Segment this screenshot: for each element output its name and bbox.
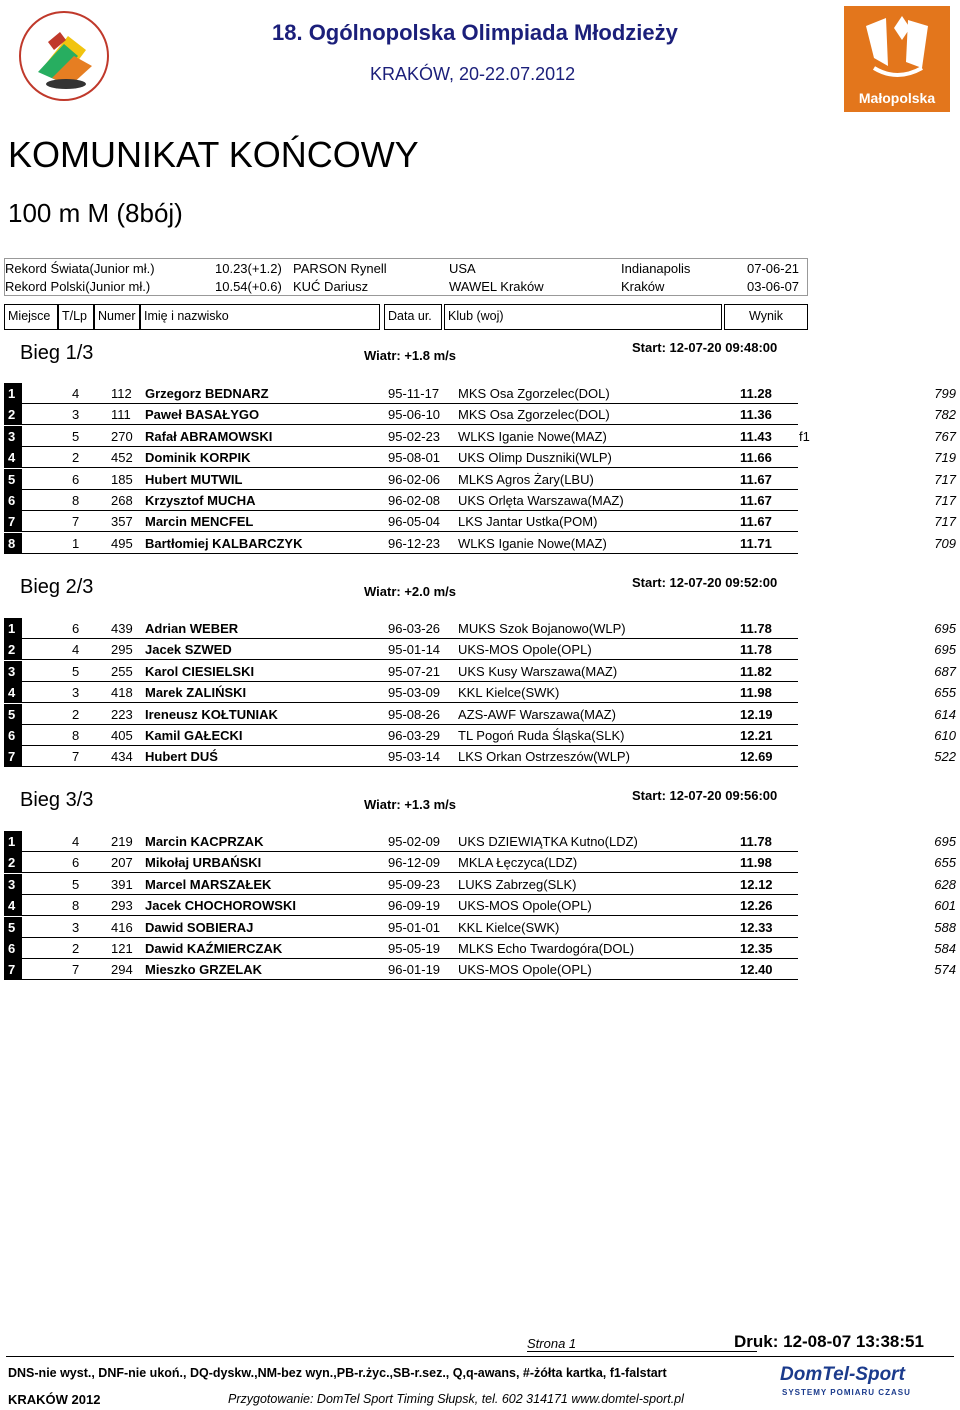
result-time: 12.19: [740, 706, 773, 722]
result-points: 588: [934, 919, 956, 935]
result-lane: 5: [72, 876, 80, 892]
club-name: MLKS Echo Twardogóra(DOL): [458, 941, 635, 956]
result-number: 219: [111, 834, 133, 849]
result-place: 2: [4, 404, 22, 425]
birth-date: 96-01-19: [388, 962, 441, 978]
heat-3-start: Start: 12-07-20 09:56:00: [632, 788, 778, 803]
footer-city: KRAKÓW 2012: [8, 1392, 101, 1407]
birth-date: 95-02-23: [388, 428, 441, 444]
result-lane: 6: [72, 855, 80, 871]
col-header-result: Wynik: [724, 304, 808, 330]
result-points: 614: [934, 706, 956, 722]
result-number: 357: [111, 514, 133, 530]
athlete-name: Hubert DUŚ: [145, 749, 218, 765]
heat-3-title: Bieg 3/3: [20, 789, 94, 811]
record-city: Indianapolis: [621, 261, 691, 276]
result-place: 1: [4, 831, 22, 852]
result-number: 295: [111, 642, 133, 658]
birth-date: 95-08-26: [388, 706, 441, 722]
club-name: MLKS Agros Żary(LBU): [458, 471, 594, 487]
record-result: 10.23(+1.2): [215, 261, 282, 276]
page-number: Strona 1: [527, 1336, 577, 1351]
club-name: UKS-MOS Opole(OPL): [458, 898, 592, 914]
result-points: 628: [934, 876, 956, 892]
result-row: [4, 831, 958, 852]
club-name: UKS DZIEWIĄTKA Kutno(LDZ): [458, 834, 638, 849]
result-place: 4: [4, 895, 22, 916]
club-name: AZS-AWF Warszawa(MAZ): [458, 706, 616, 722]
result-time: 11.98: [740, 685, 772, 701]
result-row: [4, 383, 958, 404]
result-place: 5: [4, 917, 22, 938]
result-time: 12.26: [740, 898, 773, 914]
result-points: 695: [934, 621, 956, 636]
result-place: 6: [4, 938, 22, 959]
heat-3-wind: Wiatr: +1.3 m/s: [364, 797, 457, 812]
birth-date: 96-05-04: [388, 514, 441, 530]
result-number: 121: [111, 941, 133, 956]
result-points: 717: [934, 471, 956, 487]
result-time: 11.78: [740, 834, 772, 849]
col-header-number: Numer: [94, 304, 140, 330]
athlete-name: Mieszko GRZELAK: [145, 962, 263, 978]
document-title: KOMUNIKAT KOŃCOWY: [8, 134, 419, 175]
row-divider: [4, 766, 798, 767]
event-name: 100 m M (8bój): [8, 198, 183, 228]
result-row: [4, 917, 958, 938]
result-place: 5: [4, 469, 22, 490]
result-points: 584: [934, 941, 956, 956]
result-number: 111: [111, 407, 131, 423]
result-row: [4, 511, 958, 532]
result-points: 717: [934, 514, 956, 530]
athlete-name: Marek ZALIŃSKI: [145, 685, 247, 701]
result-row: [4, 938, 958, 959]
result-time: 12.69: [740, 749, 773, 765]
event-place: KRAKÓW, 20-22.07.2012: [370, 64, 576, 84]
club-name: WLKS Iganie Nowe(MAZ): [458, 428, 607, 444]
club-name: UKS Orlęta Warszawa(MAZ): [458, 493, 624, 508]
record-row-poland: [5, 277, 809, 295]
result-row: [4, 895, 958, 916]
result-place: 3: [4, 426, 22, 447]
result-time: 12.21: [740, 728, 773, 743]
birth-date: 95-09-23: [388, 876, 441, 892]
athlete-name: Ireneusz KOŁTUNIAK: [145, 706, 278, 722]
domtel-logo: [770, 1364, 940, 1402]
athlete-name: Kamil GAŁECKI: [145, 728, 243, 743]
result-lane: 8: [72, 898, 80, 914]
result-points: 601: [934, 898, 956, 914]
result-place: 2: [4, 852, 22, 873]
result-points: 709: [934, 535, 956, 551]
result-place: 8: [4, 533, 22, 554]
result-points: 717: [934, 493, 956, 508]
birth-date: 96-02-06: [388, 471, 441, 487]
col-header-place: Miejsce: [4, 304, 58, 330]
result-number: 293: [111, 898, 133, 914]
birth-date: 95-03-09: [388, 685, 441, 701]
athlete-name: Karol CIESIELSKI: [145, 663, 255, 679]
domtel-logo-name: DomTel-Sport: [780, 1364, 905, 1385]
result-place: 5: [4, 704, 22, 725]
result-points: 782: [934, 407, 956, 423]
record-city: Kraków: [621, 279, 665, 294]
heat-2-title: Bieg 2/3: [20, 576, 94, 598]
athlete-name: Adrian WEBER: [145, 621, 239, 636]
result-time: 11.67: [740, 514, 772, 530]
result-lane: 3: [72, 919, 80, 935]
heat-2-wind: Wiatr: +2.0 m/s: [364, 584, 457, 599]
result-time: 11.36: [740, 407, 772, 423]
result-number: 405: [111, 728, 133, 743]
result-lane: 4: [72, 386, 80, 401]
result-row: [4, 661, 958, 682]
result-place: 1: [4, 618, 22, 639]
birth-date: 95-07-21: [388, 663, 441, 679]
record-club: USA: [449, 261, 476, 276]
result-lane: 2: [72, 941, 80, 956]
club-name: UKS Kusy Warszawa(MAZ): [458, 663, 618, 679]
result-points: 695: [934, 642, 956, 658]
club-name: KKL Kielce(SWK): [458, 685, 560, 701]
result-lane: 8: [72, 493, 80, 508]
result-number: 452: [111, 450, 133, 466]
heat-2-start: Start: 12-07-20 09:52:00: [632, 575, 778, 590]
event-title: 18. Ogólnopolska Olimpiada Młodzieży: [272, 20, 678, 45]
heat-1-title: Bieg 1/3: [20, 342, 94, 364]
result-lane: 3: [72, 685, 80, 701]
abbreviation-legend: DNS-nie wyst., DNF-nie ukoń., DQ-dyskw.,NM-bez wyn.,PB-r.życ.,SB-r.sez., Q,q-awans, #-żółta kartka, f1-falstart: [8, 1366, 667, 1380]
malopolska-logo-label: Małopolska: [858, 90, 936, 106]
result-row: [4, 746, 958, 767]
result-number: 112: [111, 386, 132, 401]
athlete-name: Dawid SOBIERAJ: [145, 919, 254, 935]
athlete-name: Jacek CHOCHOROWSKI: [145, 898, 296, 914]
col-header-born: Data ur.: [384, 304, 442, 330]
club-name: MUKS Szok Bojanowo(WLP): [458, 621, 626, 636]
row-divider: [4, 979, 798, 980]
result-place: 7: [4, 959, 22, 980]
result-time: 11.98: [740, 855, 772, 871]
club-name: MKS Osa Zgorzelec(DOL): [458, 407, 610, 423]
result-row: [4, 704, 958, 725]
club-name: MKLA Łęczyca(LDZ): [458, 855, 578, 871]
result-points: 610: [934, 728, 956, 743]
result-time: 11.67: [740, 471, 772, 487]
birth-date: 96-03-29: [388, 728, 441, 743]
result-points: 719: [934, 450, 956, 466]
record-athlete: PARSON Rynell: [293, 261, 387, 276]
club-name: UKS-MOS Opole(OPL): [458, 642, 592, 658]
result-number: 270: [111, 428, 133, 444]
athlete-name: Paweł BASAŁYGO: [145, 407, 260, 423]
result-row: [4, 852, 958, 873]
result-number: 416: [111, 919, 133, 935]
club-name: WLKS Iganie Nowe(MAZ): [458, 535, 607, 551]
result-number: 495: [111, 535, 133, 551]
result-lane: 8: [72, 728, 80, 743]
result-place: 6: [4, 490, 22, 511]
club-name: LKS Orkan Ostrzeszów(WLP): [458, 749, 630, 765]
col-header-club: Klub (woj): [444, 304, 722, 330]
athlete-name: Marcin MENCFEL: [145, 514, 254, 530]
result-place: 6: [4, 725, 22, 746]
result-row: [4, 447, 958, 468]
result-number: 434: [111, 749, 133, 765]
record-row-world: [5, 259, 809, 277]
record-club: WAWEL Kraków: [449, 279, 544, 294]
athlete-name: Jacek SZWED: [145, 642, 232, 658]
result-lane: 7: [72, 962, 80, 978]
heat-1-wind: Wiatr: +1.8 m/s: [364, 348, 457, 363]
result-lane: 5: [72, 428, 80, 444]
result-lane: 2: [72, 706, 80, 722]
footer-top-rule: [6, 1356, 954, 1357]
result-time: 11.78: [740, 621, 772, 636]
result-time: 11.67: [740, 493, 772, 508]
result-number: 418: [111, 685, 133, 701]
domtel-logo-tagline: SYSTEMY POMIARU CZASU: [782, 1388, 911, 1397]
result-lane: 6: [72, 621, 80, 636]
birth-date: 96-03-26: [388, 621, 441, 636]
result-place: 4: [4, 447, 22, 468]
result-place: 7: [4, 511, 22, 532]
result-points: 687: [934, 663, 956, 679]
result-points: 574: [934, 962, 956, 978]
birth-date: 95-03-14: [388, 749, 441, 765]
result-lane: 5: [72, 663, 80, 679]
result-points: 799: [934, 386, 956, 401]
result-row: [4, 469, 958, 490]
athlete-name: Hubert MUTWIL: [145, 471, 243, 487]
result-points: 655: [934, 855, 956, 871]
result-row: [4, 874, 958, 895]
result-note: f1: [799, 428, 810, 444]
result-time: 12.33: [740, 919, 773, 935]
birth-date: 96-12-09: [388, 855, 441, 871]
malopolska-logo: [844, 6, 950, 112]
result-row: [4, 725, 958, 746]
footer-rule: [527, 1351, 757, 1352]
record-date: 07-06-21: [747, 261, 800, 276]
result-number: 223: [111, 706, 133, 722]
result-time: 11.78: [740, 642, 772, 658]
athlete-name: Rafał ABRAMOWSKI: [145, 428, 273, 444]
athlete-name: Bartłomiej KALBARCZYK: [145, 535, 303, 551]
row-divider: [4, 553, 798, 554]
athlete-name: Mikołaj URBAŃSKI: [145, 855, 262, 871]
result-time: 11.71: [740, 535, 772, 551]
athlete-name: Krzysztof MUCHA: [145, 493, 256, 508]
result-time: 12.40: [740, 962, 773, 978]
club-name: LKS Jantar Ustka(POM): [458, 514, 598, 530]
result-time: 11.66: [740, 450, 772, 466]
birth-date: 95-11-17: [388, 386, 440, 401]
result-points: 655: [934, 685, 956, 701]
result-row: [4, 533, 958, 554]
result-lane: 2: [72, 450, 80, 466]
result-time: 11.43: [740, 428, 772, 444]
result-place: 2: [4, 639, 22, 660]
club-name: UKS Olimp Duszniki(WLP): [458, 450, 612, 466]
birth-date: 96-09-19: [388, 898, 441, 914]
print-date: Druk: 12-08-07 13:38:51: [734, 1332, 924, 1351]
result-place: 1: [4, 383, 22, 404]
birth-date: 95-01-01: [388, 919, 441, 935]
club-name: UKS-MOS Opole(OPL): [458, 962, 592, 978]
result-row: [4, 682, 958, 703]
birth-date: 95-05-19: [388, 941, 441, 956]
record-result: 10.54(+0.6): [215, 279, 282, 294]
birth-date: 95-06-10: [388, 407, 441, 423]
records-box: [4, 258, 808, 296]
birth-date: 95-02-09: [388, 834, 441, 849]
club-name: KKL Kielce(SWK): [458, 919, 560, 935]
athlete-name: Marcel MARSZAŁEK: [145, 876, 272, 892]
col-header-lane: T/Lp: [58, 304, 94, 330]
birth-date: 96-02-08: [388, 493, 441, 508]
col-header-name: Imię i nazwisko: [140, 304, 380, 330]
record-label: Rekord Polski(Junior mł.): [5, 279, 151, 294]
club-name: LUKS Zabrzeg(SLK): [458, 876, 577, 892]
result-time: 12.35: [740, 941, 773, 956]
result-place: 3: [4, 661, 22, 682]
result-number: 255: [111, 663, 133, 679]
result-row: [4, 404, 958, 425]
heat-1-start: Start: 12-07-20 09:48:00: [632, 340, 778, 355]
athlete-name: Dominik KORPIK: [145, 450, 251, 466]
result-lane: 7: [72, 514, 80, 530]
result-row: [4, 639, 958, 660]
result-lane: 6: [72, 471, 80, 487]
result-time: 11.28: [740, 386, 772, 401]
athlete-name: Dawid KAŹMIERCZAK: [145, 941, 283, 956]
result-points: 695: [934, 834, 956, 849]
result-number: 185: [111, 471, 133, 487]
olympiad-logo: [8, 6, 130, 112]
result-lane: 4: [72, 834, 80, 849]
result-row: [4, 490, 958, 511]
result-place: 3: [4, 874, 22, 895]
result-lane: 7: [72, 749, 80, 765]
record-date: 03-06-07: [747, 279, 800, 294]
result-row: [4, 426, 958, 447]
birth-date: 95-08-01: [388, 450, 441, 466]
result-number: 391: [111, 876, 133, 892]
result-number: 207: [111, 855, 133, 871]
result-row: [4, 959, 958, 980]
athlete-name: Grzegorz BEDNARZ: [145, 386, 269, 401]
club-name: MKS Osa Zgorzelec(DOL): [458, 386, 610, 401]
record-label: Rekord Świata(Junior mł.): [5, 261, 155, 276]
result-time: 11.82: [740, 663, 772, 679]
result-lane: 3: [72, 407, 80, 423]
result-time: 12.12: [740, 876, 773, 892]
result-number: 268: [111, 493, 133, 508]
record-athlete: KUĆ Dariusz: [293, 279, 369, 294]
result-number: 294: [111, 962, 133, 978]
result-number: 439: [111, 621, 133, 636]
birth-date: 95-01-14: [388, 642, 441, 658]
result-row: [4, 618, 958, 639]
athlete-name: Marcin KACPRZAK: [145, 834, 264, 849]
prepared-by: Przygotowanie: DomTel Sport Timing Słupsk, tel. 602 314171 www.domtel-sport.pl: [228, 1392, 684, 1406]
birth-date: 96-12-23: [388, 535, 441, 551]
result-place: 4: [4, 682, 22, 703]
result-lane: 4: [72, 642, 80, 658]
result-points: 767: [934, 428, 956, 444]
result-lane: 1: [72, 535, 80, 551]
club-name: TL Pogoń Ruda Śląska(SLK): [458, 728, 625, 743]
result-place: 7: [4, 746, 22, 767]
result-points: 522: [934, 749, 956, 765]
